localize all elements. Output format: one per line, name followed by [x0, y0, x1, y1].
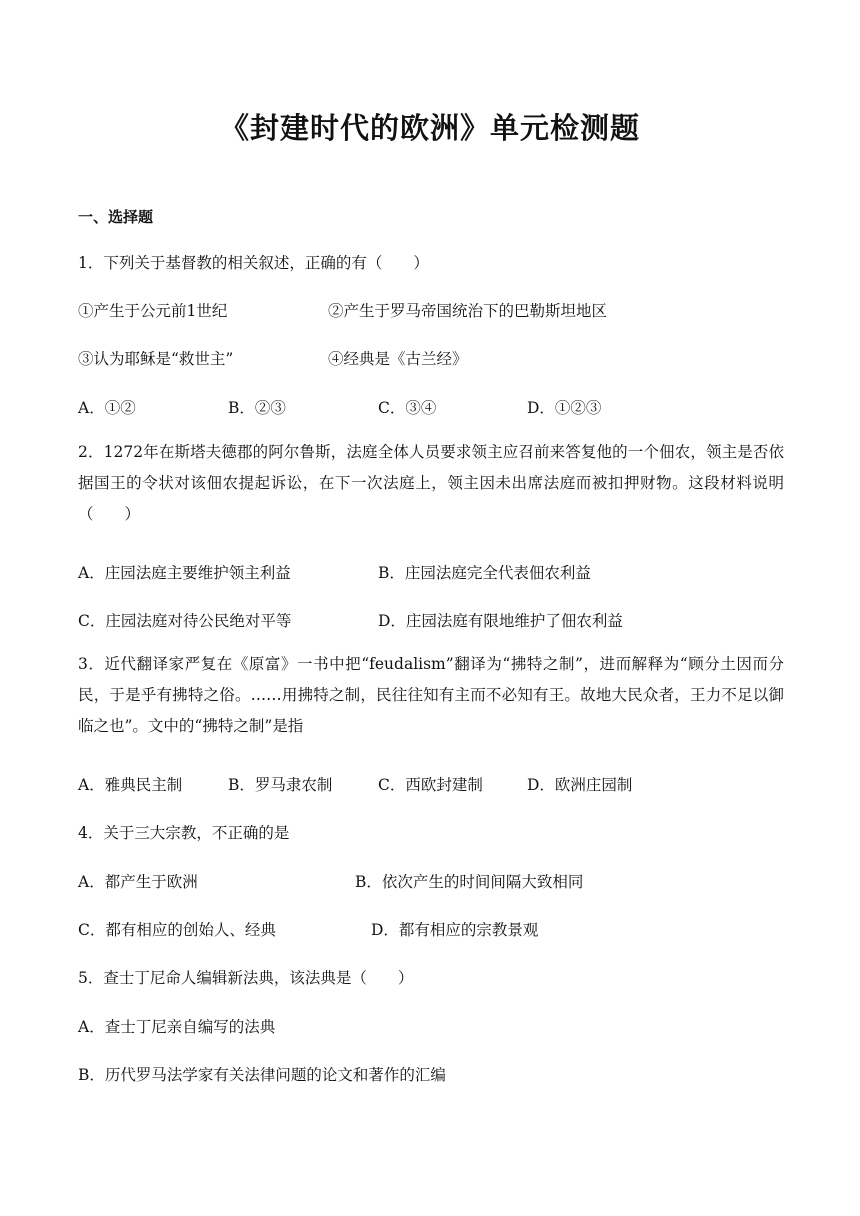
question-5-stem: 5．查士丁尼命人编辑新法典，该法典是（ ） [78, 969, 414, 987]
q3-option-d: D．欧洲庄园制 [527, 776, 633, 794]
q4-option-a: A．都产生于欧洲 [78, 873, 198, 891]
q5-option-a: A．查士丁尼亲自编写的法典 [78, 1018, 276, 1036]
q5-option-b: B．历代罗马法学家有关法律问题的论文和著作的汇编 [78, 1066, 446, 1084]
section-heading: 一、选择题 [78, 208, 154, 226]
question-3-stem: 3．近代翻译家严复在《原富》一书中把“feudalism”翻译为“拂特之制”，进而解释为“顾分土因而分民，于是乎有拂特之俗。……用拂特之制，民往往知有主而不必知有王。故地大民众者，王力不足以御临之也”。文中的“拂特之制”是指 [78, 655, 784, 735]
q1-statement-3: ③认为耶稣是“救世主” [78, 350, 234, 368]
page-title: 《封建时代的欧洲》单元检测题 [219, 111, 640, 145]
q3-option-a: A．雅典民主制 [78, 776, 183, 794]
question-2-stem: 2．1272年在斯塔夫德郡的阿尔鲁斯，法庭全体人员要求领主应召前来答复他的一个佃农，领主是否依据国王的令状对该佃农提起诉讼，在下一次法庭上，领主因未出席法庭而被扣押财物。这段材料说明（ ） [78, 443, 784, 523]
q3-option-b: B．罗马隶农制 [228, 776, 333, 794]
q2-option-a: A．庄园法庭主要维护领主利益 [78, 564, 291, 582]
question-1-stem: 1．下列关于基督教的相关叙述，正确的有（ ） [78, 254, 429, 272]
q4-option-c: C．都有相应的创始人、经典 [78, 921, 276, 939]
q1-option-a: A．①② [78, 399, 136, 417]
q1-statement-4: ④经典是《古兰经》 [328, 350, 468, 368]
q3-option-c: C．西欧封建制 [378, 776, 483, 794]
q4-option-b: B．依次产生的时间间隔大致相同 [355, 873, 584, 891]
q1-statement-2: ②产生于罗马帝国统治下的巴勒斯坦地区 [328, 302, 608, 320]
q2-option-d: D．庄园法庭有限地维护了佃农利益 [378, 612, 623, 630]
q1-option-d: D．①②③ [527, 399, 602, 417]
q4-option-d: D．都有相应的宗教景观 [371, 921, 539, 939]
q1-option-b: B．②③ [228, 399, 286, 417]
q2-option-b: B．庄园法庭完全代表佃农利益 [378, 564, 591, 582]
q2-option-c: C．庄园法庭对待公民绝对平等 [78, 612, 292, 630]
q1-statement-1: ①产生于公元前1世纪 [78, 302, 228, 320]
question-4-stem: 4．关于三大宗教，不正确的是 [78, 824, 290, 842]
q1-option-c: C．③④ [378, 399, 437, 417]
